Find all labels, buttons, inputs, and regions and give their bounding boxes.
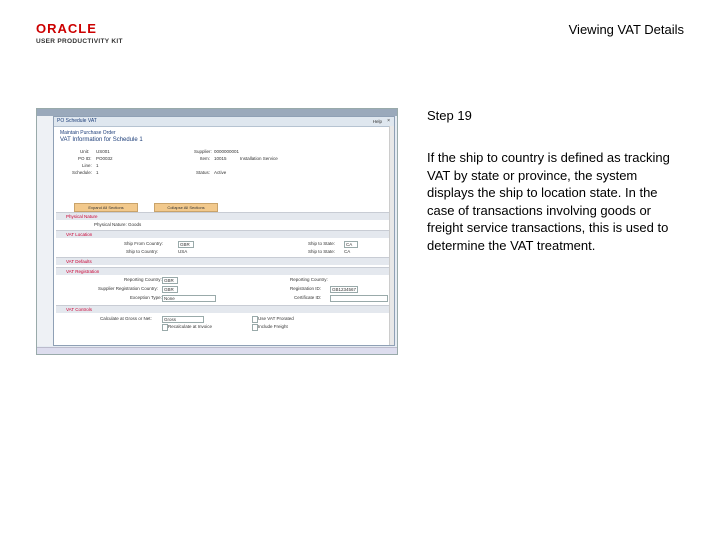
supplier-registration-country-input[interactable]: GBR <box>162 286 178 293</box>
status-value: Active <box>214 170 227 175</box>
modal-window-title: PO Schedule VAT <box>57 118 97 124</box>
item-description: Installation Service <box>240 156 278 161</box>
application-screenshot <box>36 108 398 355</box>
ship-to-country-value: USA <box>178 249 188 254</box>
item-value: 10015 <box>214 156 227 161</box>
close-icon[interactable]: × <box>387 118 390 124</box>
use-vat-prorated-label: Use VAT Prorated <box>258 316 294 321</box>
breadcrumb: Maintain Purchase Order <box>60 130 116 136</box>
certificate-id-label: Certificate ID: <box>294 295 322 300</box>
section-heading: VAT Information for Schedule 1 <box>60 137 143 143</box>
po-id-label: PO ID: <box>78 156 92 161</box>
app-menu-bar <box>37 109 397 116</box>
logo-upk-text: USER PRODUCTIVITY KIT <box>36 38 123 45</box>
unit-value: US001 <box>96 149 110 154</box>
schedule-value: 1 <box>96 170 99 175</box>
ship-to-state-input[interactable]: CA <box>344 241 358 248</box>
certificate-id-input[interactable] <box>330 295 388 302</box>
physical-nature-label: Physical Nature: Goods <box>94 222 142 227</box>
step-title: Step 19 <box>427 108 472 123</box>
unit-label: Unit: <box>80 149 90 154</box>
page-title: Viewing VAT Details <box>568 22 684 37</box>
ship-to-state-readonly: CA <box>344 249 351 254</box>
reporting-country-right-label: Reporting Country: <box>290 277 328 282</box>
exception-type-label: Exception Type: <box>130 295 162 300</box>
section-vat-registration-label: VAT Registration <box>66 269 100 274</box>
section-vat-controls-label: VAT Controls <box>66 307 93 312</box>
section-vat-location[interactable] <box>56 230 390 238</box>
supplier-label: Supplier: <box>194 149 212 154</box>
app-left-column <box>37 116 54 346</box>
reporting-country-input[interactable]: GBR <box>162 277 178 284</box>
logo-oracle-text: ORACLE <box>36 21 97 36</box>
section-vat-defaults[interactable] <box>56 257 390 265</box>
item-label: Item: <box>200 156 211 161</box>
recalculate-label: Recalculate at Invoice <box>168 324 213 329</box>
collapse-all-sections-button[interactable]: Collapse All Sections <box>154 203 218 212</box>
vat-modal-window <box>53 116 395 346</box>
help-link[interactable]: Help <box>372 119 382 124</box>
schedule-label: Schedule: <box>72 170 93 175</box>
po-id-value: PO0032 <box>96 156 113 161</box>
ship-from-country-input[interactable]: GBR <box>178 241 194 248</box>
section-physical-nature-label: Physical Nature <box>66 214 98 219</box>
include-freight-label: Include Freight <box>258 324 288 329</box>
supplier-registration-country-label: Supplier Registration Country: <box>98 286 159 291</box>
reporting-country-label: Reporting Country: <box>124 277 162 282</box>
supplier-value: 0000000001 <box>214 149 240 154</box>
calculate-gross-net-label: Calculate at Gross or Net: <box>100 316 152 321</box>
calculate-gross-net-select[interactable]: Gross <box>162 316 204 323</box>
exception-type-select[interactable]: None <box>162 295 216 302</box>
ship-from-country-label: Ship From Country: <box>124 241 164 246</box>
expand-all-sections-button[interactable]: Expand All Sections <box>74 203 138 212</box>
section-vat-defaults-label: VAT Defaults <box>66 259 92 264</box>
section-physical-nature[interactable] <box>56 212 390 220</box>
modal-header <box>54 117 394 127</box>
step-description: If the ship to country is defined as tracking VAT by state or province, the system displays the ship to location state. In the case of transactions involving goods or freight service transactions, this is used to determine the VAT treatment. <box>427 150 670 253</box>
section-vat-location-label: VAT Location <box>66 232 93 237</box>
ship-to-country-label: Ship to Country: <box>126 249 159 254</box>
registration-id-label: Registration ID: <box>290 286 322 291</box>
registration-id-input[interactable]: GB1234567 <box>332 287 357 292</box>
oracle-upk-logo <box>36 22 126 45</box>
status-label: Status: <box>196 170 211 175</box>
state-label: Ship to State: <box>308 249 336 254</box>
line-value: 1 <box>96 163 99 168</box>
line-label: Line: <box>82 163 92 168</box>
section-vat-registration[interactable] <box>56 267 390 275</box>
app-horizontal-scrollbar[interactable] <box>37 347 397 354</box>
modal-vertical-scrollbar[interactable] <box>389 126 394 345</box>
section-vat-controls[interactable] <box>56 305 390 313</box>
ship-to-state-label: Ship to State: <box>308 241 336 246</box>
